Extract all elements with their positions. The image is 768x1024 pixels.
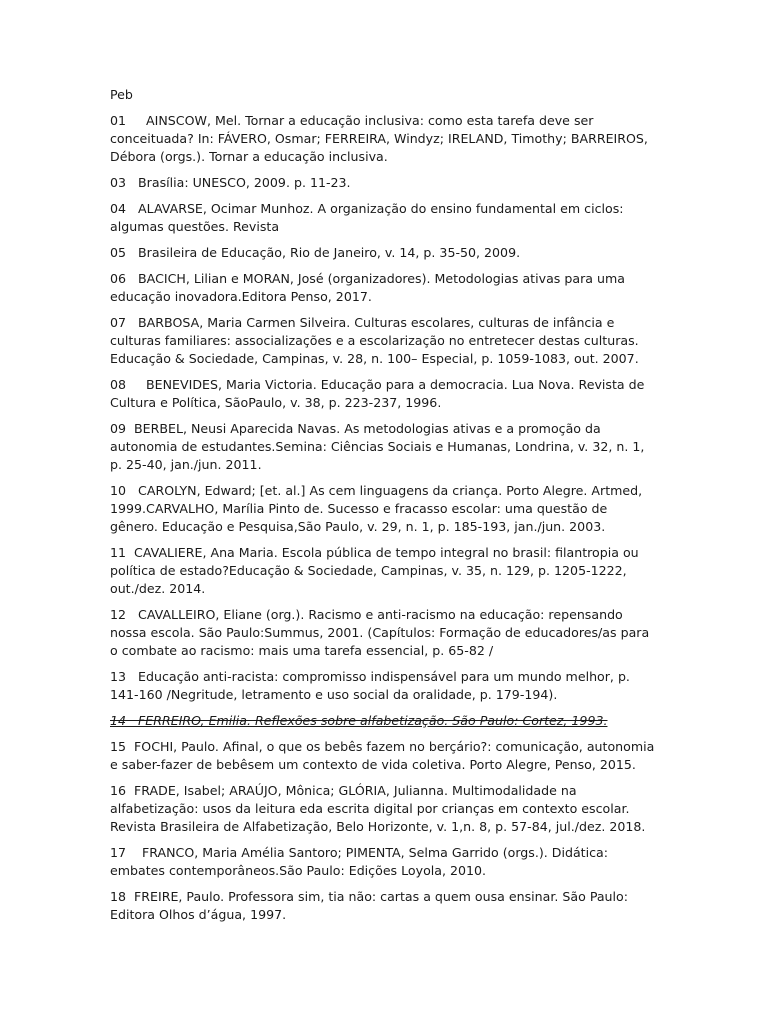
reference-entry-06: 06 BACICH, Lilian e MORAN, José (organizadores). Metodologias ativas para uma educação inovadora.Editora Penso, 2017.: [110, 271, 629, 304]
reference-entry-16: 16 FRADE, Isabel; ARAÚJO, Mônica; GLÓRIA, Julianna. Multimodalidade na alfabetização: usos da leitura eda escrita digital por crianças em contexto escolar. Revista Brasileira de Alfabetização, Belo Horizonte, v. 1,n. 8, p. 57-84, jul./dez. 2018.: [110, 783, 646, 834]
reference-entry-18: 18 FREIRE, Paulo. Professora sim, tia não: cartas a quem ousa ensinar. São Paulo: Editora Olhos d’água, 1997.: [110, 889, 633, 922]
reference-entry-05: 05 Brasileira de Educação, Rio de Janeiro, v. 14, p. 35-50, 2009.: [110, 245, 521, 260]
reference-entry-15: 15 FOCHI, Paulo. Afinal, o que os bebês fazem no berçário?: comunicação, autonomia e saber-fazer de bebêsem um contexto de vida coletiva. Porto Alegre, Penso, 2015.: [110, 739, 659, 772]
reference-entry-14: 14 FERREIRO, Emilia. Reflexões sobre alfabetização. São Paulo: Cortez, 1993.: [110, 713, 608, 728]
reference-entry-08: 08 BENEVIDES, Maria Victoria. Educação para a democracia. Lua Nova. Revista de Cultura e Política, SãoPaulo, v. 38, p. 223-237, 1996.: [110, 377, 649, 410]
document-page: [110, 86, 658, 932]
reference-entry-07: 07 BARBOSA, Maria Carmen Silveira. Culturas escolares, culturas de infância e culturas familiares: assocializações e a escolarização no entretecer destas culturas. Educação & Sociedade, Campinas, v. 28, n. 100– Especial, p. 1059-1083, out. 2007.: [110, 315, 643, 366]
reference-entry-12: 12 CAVALLEIRO, Eliane (org.). Racismo e anti-racismo na educação: repensando nossa escola. São Paulo:Summus, 2001. (Capítulos: Formação de educadores/as para o combate ao racismo: mais uma tarefa essencial, p. 65-82 /: [110, 607, 654, 658]
reference-entry-01: 01 AINSCOW, Mel. Tornar a educação inclusiva: como esta tarefa deve ser conceituada? In: FÁVERO, Osmar; FERREIRA, Windyz; IRELAND, Timothy; BARREIROS, Débora (orgs.). Tornar a educação inclusiva.: [110, 113, 652, 164]
reference-entry-13: 13 Educação anti-racista: compromisso indispensável para um mundo melhor, p. 141-160 /Negritude, letramento e uso social da oralidade, p. 179-194).: [110, 669, 634, 702]
reference-entry-10: 10 CAROLYN, Edward; [et. al.] As cem linguagens da criança. Porto Alegre. Artmed, 1999.CARVALHO, Marília Pinto de. Sucesso e fracasso escolar: uma questão de gênero. Educação e Pesquisa,São Paulo, v. 29, n. 1, p. 185-193, jan./jun. 2003.: [110, 483, 647, 534]
reference-entry-03: 03 Brasília: UNESCO, 2009. p. 11-23.: [110, 175, 351, 190]
reference-entry-09: 09 BERBEL, Neusi Aparecida Navas. As metodologias ativas e a promoção da autonomia de estudantes.Semina: Ciências Sociais e Humanas, Londrina, v. 32, n. 1, p. 25-40, jan./jun. 2011.: [110, 421, 649, 472]
reference-entry-11: 11 CAVALIERE, Ana Maria. Escola pública de tempo integral no brasil: filantropia ou política de estado?Educação & Sociedade, Campinas, v. 35, n. 129, p. 1205-1222, out./dez. 2014.: [110, 545, 643, 596]
document-heading: Peb: [110, 87, 133, 102]
reference-entry-17: 17 FRANCO, Maria Amélia Santoro; PIMENTA, Selma Garrido (orgs.). Didática: embates contemporâneos.São Paulo: Edições Loyola, 2010.: [110, 845, 613, 878]
reference-entry-04: 04 ALAVARSE, Ocimar Munhoz. A organização do ensino fundamental em ciclos: algumas questões. Revista: [110, 201, 628, 234]
